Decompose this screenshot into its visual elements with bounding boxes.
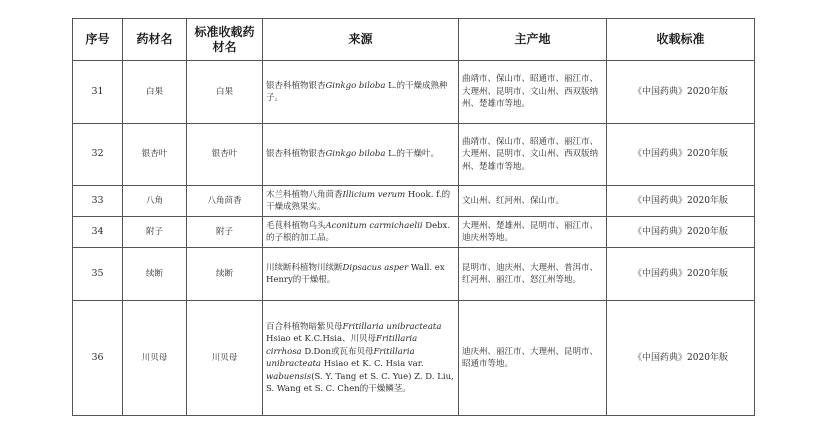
- row-standard: 《中国药典》2020年版: [607, 301, 755, 416]
- row-standard: 《中国药典》2020年版: [607, 61, 755, 124]
- header-standard-herb-name: 标准收载药材名: [187, 19, 263, 61]
- table-row: [73, 248, 755, 301]
- row-source: [263, 124, 459, 186]
- source-text: Wall. ex Henry的干燥根。: [266, 262, 445, 285]
- row-no: 35: [73, 248, 123, 301]
- table-row: [73, 124, 755, 186]
- row-standard: 《中国药典》2020年版: [607, 124, 755, 186]
- latin-name: Dipsacus asper: [342, 262, 409, 273]
- herb-table: [72, 18, 755, 416]
- row-standard-herb-name: 附子: [187, 217, 263, 248]
- row-no: 36: [73, 301, 123, 416]
- row-standard-herb-name: 八角茴香: [187, 186, 263, 217]
- table-row: [73, 301, 755, 416]
- latin-name: Fritillaria unibracteata: [342, 321, 442, 332]
- row-origin: 大理州、楚雄州、昆明市、丽江市、迪庆州等地。: [459, 217, 607, 248]
- source-text: 毛茛科植物乌头: [266, 220, 326, 231]
- row-herb-name: 川贝母: [123, 301, 187, 416]
- latin-name: Ginkgo biloba: [325, 149, 386, 160]
- source-text: (S. Y. Tang et S. C. Yue) Z. D. Liu, S. Wang et S. C. Chen的干燥鳞茎。: [266, 371, 454, 394]
- row-source: [263, 61, 459, 124]
- row-standard-herb-name: 川贝母: [187, 301, 263, 416]
- table-row: [73, 186, 755, 217]
- row-origin: 曲靖市、保山市、昭通市、丽江市、大理州、昆明市、文山州、西双版纳州、楚雄市等地。: [459, 61, 607, 124]
- row-standard-herb-name: 白果: [187, 61, 263, 124]
- source-text: Debx.的子根的加工品。: [266, 220, 451, 243]
- source-text: 银杏科植物银杏: [266, 149, 326, 160]
- row-no: 31: [73, 61, 123, 124]
- latin-name: Aconitum carmichaelii: [325, 220, 423, 231]
- row-origin: 昆明市、迪庆州、大理州、普洱市、红河州、丽江市、怒江州等地。: [459, 248, 607, 301]
- row-source: [263, 301, 459, 416]
- row-herb-name: 续断: [123, 248, 187, 301]
- header-no: 序号: [73, 19, 123, 61]
- latin-name: Fritillaria cirrhosa: [266, 334, 418, 357]
- source-text: 川续断科植物川续断: [266, 262, 343, 273]
- row-no: 33: [73, 186, 123, 217]
- latin-name: Ginkgo biloba: [325, 80, 386, 91]
- row-herb-name: 白果: [123, 61, 187, 124]
- header-source: 来源: [263, 19, 459, 61]
- row-no: 34: [73, 217, 123, 248]
- row-herb-name: 八角: [123, 186, 187, 217]
- table-row: [73, 61, 755, 124]
- source-text: 银杏科植物银杏: [266, 80, 326, 91]
- source-text: 百合科植物暗紫贝母: [266, 321, 343, 332]
- latin-name: wabuensis: [266, 371, 312, 382]
- source-text: Hsiao et K.C.Hsia、川贝母: [266, 334, 377, 344]
- row-standard: 《中国药典》2020年版: [607, 248, 755, 301]
- row-herb-name: 银杏叶: [123, 124, 187, 186]
- source-text: Hook. f.的干燥成熟果实。: [266, 189, 451, 212]
- table-header-row: [73, 19, 755, 61]
- row-standard-herb-name: 续断: [187, 248, 263, 301]
- source-text: L.的干燥叶。: [385, 149, 439, 160]
- header-herb-name: 药材名: [123, 19, 187, 61]
- row-source: [263, 248, 459, 301]
- row-origin: 文山州、红河州、保山市。: [459, 186, 607, 217]
- row-no: 32: [73, 124, 123, 186]
- source-text: L.的干燥成熟种子。: [266, 80, 448, 103]
- row-standard: 《中国药典》2020年版: [607, 186, 755, 217]
- row-herb-name: 附子: [123, 217, 187, 248]
- row-source: [263, 217, 459, 248]
- source-text: D.Don或瓦布贝母: [301, 346, 374, 357]
- row-origin: 曲靖市、保山市、昭通市、丽江市、大理州、昆明市、文山州、西双版纳州、楚雄市等地。: [459, 124, 607, 186]
- table-row: [73, 217, 755, 248]
- latin-name: Fritillaria unibracteata: [266, 346, 415, 369]
- herb-table-container: [72, 18, 754, 416]
- source-text: 木兰科植物八角茴香: [266, 189, 343, 200]
- row-standard-herb-name: 银杏叶: [187, 124, 263, 186]
- latin-name: Illicium verum: [342, 189, 406, 200]
- row-source: [263, 186, 459, 217]
- source-text: Hsiao et K. C. Hsia var.: [321, 359, 424, 369]
- row-origin: 迪庆州、丽江市、大理州、昆明市、昭通市等地。: [459, 301, 607, 416]
- row-standard: 《中国药典》2020年版: [607, 217, 755, 248]
- header-origin: 主产地: [459, 19, 607, 61]
- header-standard: 收载标准: [607, 19, 755, 61]
